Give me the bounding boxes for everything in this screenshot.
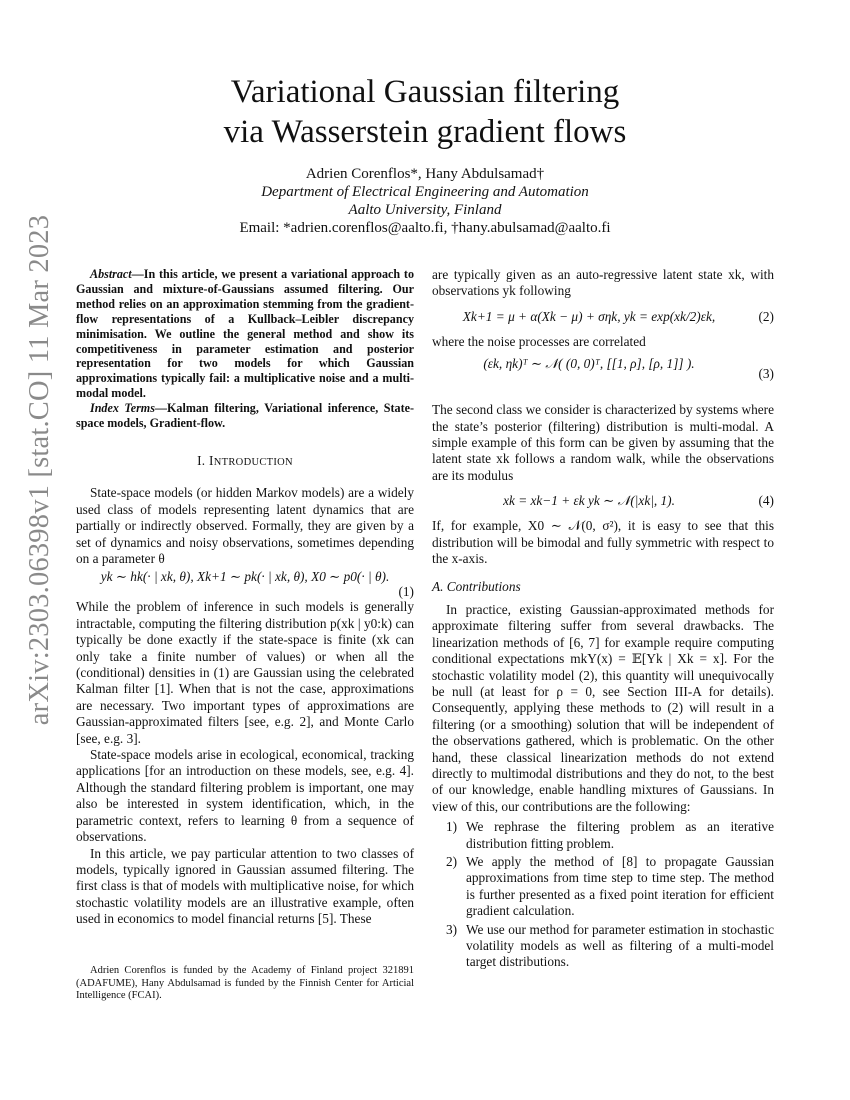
author-department: Department of Electrical Engineering and Automation — [261, 184, 589, 200]
title-line-2: via Wasserstein gradient flows — [223, 114, 627, 150]
title-line-1: Variational Gaussian filtering — [230, 74, 620, 110]
list-item-number: 1) — [446, 819, 458, 835]
author-names: Adrien Corenflos*, Hany Abdulsamad† — [305, 166, 545, 182]
contributions-list — [432, 819, 774, 971]
equation-2 — [432, 300, 774, 334]
section-title-rest: NTRODUCTION — [213, 456, 293, 468]
list-item — [432, 819, 774, 852]
paragraph-intro-3: State-space models arise in ecological, economical, tracking applications [for an introduction on these models, see, e.g. 4]. Although the standard filtering problem is important, one may also be interested in system identification, which, in the parametric context, refers to learning θ from a sequence of observations. — [76, 747, 414, 845]
author-email: Email: *adrien.corenflos@aalto.fi, †hany.abulsamad@aalto.fi — [239, 220, 611, 236]
footnote-text: Adrien Corenflos is funded by the Academy of Finland project 321891 (ADAFUME), Hany Abdulsamad is funded by the Finnish Center for Articial Intelligence (FCAI). — [76, 965, 414, 1002]
equation-1 — [76, 567, 414, 599]
arxiv-stamp-text: arXiv:2303.06398v1 [stat.CO] 11 Mar 2023 — [24, 214, 55, 726]
equation-4 — [432, 484, 774, 518]
list-item-text: We rephrase the filtering problem as an iterative distribution fitting problem. — [466, 819, 774, 851]
index-terms-label: Index Terms — [90, 401, 155, 416]
arxiv-stamp — [20, 214, 60, 726]
paper-title — [0, 72, 850, 152]
list-item-text: We apply the method of [8] to propagate Gaussian approximations from time step to time step. The method is further presented as a fixed point iteration for efficient gradient calculation. — [466, 853, 774, 919]
list-item — [432, 922, 774, 971]
equation-3 — [432, 350, 774, 402]
equation-4-number: (4) — [758, 493, 774, 509]
author-university: Aalto University, Finland — [348, 202, 502, 218]
equation-2-number: (2) — [758, 308, 774, 324]
abstract — [76, 267, 414, 401]
equation-1-math: yk ∼ hk(· | xk, θ), Xk+1 ∼ pk(· | xk, θ), X0 ∼ p0(· | θ). — [100, 569, 390, 585]
equation-4-math: xk = xk−1 + εk yk ∼ 𝒩(|xk|, 1). — [503, 493, 675, 509]
left-column — [76, 267, 414, 928]
section-title-first: I — [209, 452, 214, 468]
footnote — [76, 965, 414, 1003]
equation-3-math: (εk, ηk)ᵀ ∼ 𝒩( (0, 0)ᵀ, [[1, ρ], [ρ, 1]] ). — [483, 356, 695, 372]
paragraph-intro-2: While the problem of inference in such models is generally intractable, computing the filtering distribution p(xk | y0:k) can typically be done exactly if the state-space is finite (xk can only take a finite number of values) or when all the (conditional) densities in (1) are Gaussian using the celebrated Kalman filter [1]. When that is not the case, approximations are necessary. Two important types of approximations are Gaussian-approximated filters [see, e.g. 2], and Monte Carlo [see, e.g. 3]. — [76, 599, 414, 746]
abstract-text: —In this article, we present a variational approach to Gaussian and mixture-of-Gaussians assumed filtering. Our method relies on an approximation stemming from the gradient-flow representations of a Kullback–Leibler discrepancy minimisation. We outline the general method and show its competitiveness in parameter estimation and posterior representation for two models for which Gaussian approximations typically fail: a multiplicative noise and a multi-modal model. — [76, 267, 414, 401]
index-terms-text: —Kalman filtering, Variational inference, State-space models, Gradient-flow. — [76, 401, 414, 431]
section-numeral: I. — [197, 452, 210, 468]
index-terms — [76, 401, 414, 431]
list-item-number: 2) — [446, 853, 458, 869]
equation-1-number: (1) — [398, 584, 414, 600]
abstract-label: Abstract — [90, 267, 132, 281]
paragraph-right-3: The second class we consider is characterized by systems where the state’s posterior (filtering) distribution is multi-modal. A simple example of this form can be given by assuming that the latent state xk follows a random walk, while the observations are its modulus — [432, 402, 774, 483]
author-block — [0, 165, 850, 237]
subsection-heading-contributions: A. Contributions — [432, 579, 521, 595]
paragraph-intro-1: State-space models (or hidden Markov models) are a widely used class of models representing latent dynamics that are partially or indirectly observed. Formally, they are given by a set of dynamics and noisy observations, sometimes depending on a parameter θ — [76, 485, 414, 566]
paragraph-right-2: where the noise processes are correlated — [432, 333, 646, 349]
equation-3-number: (3) — [758, 366, 774, 382]
paragraph-contributions: In practice, existing Gaussian-approximated methods for approximate filtering suffer from several drawbacks. The linearization methods of [6, 7] for example require computing conditional expectations mkY(x) = 𝔼[Yk | Xk = x]. For the stochastic volatility model (2), this quantity will unequivocally be null (at least for ρ = 0, see Section III-A for details). Consequently, applying these methods to (2) will result in a filtering (or a smoothing) solution that will be independent of the observations gathered, which is problematic. On the other hand, these classical linearization methods do not extend directly to multimodal distributions and they do not, to the best of our knowledge, enable handling mixtures of Gaussians. In view of this, our contributions are the following: — [432, 601, 774, 814]
paragraph-right-4: If, for example, X0 ∼ 𝒩(0, σ²), it is easy to see that this distribution will be bimodal and fully symmetric with respect to the x-axis. — [432, 518, 774, 567]
list-item — [432, 854, 774, 920]
paragraph-right-1: are typically given as an auto-regressive latent state xk, with observations yk following — [432, 267, 774, 299]
paragraph-intro-4: In this article, we pay particular attention to two classes of models, typically ignored in Gaussian assumed filtering. The first class is that of models with multiplicative noise, for which stochastic volatility models are an illustrative example, often used in economics to model financial returns [5]. These — [76, 845, 414, 927]
section-heading-introduction — [76, 453, 414, 471]
list-item-number: 3) — [446, 921, 458, 937]
equation-2-math: Xk+1 = μ + α(Xk − μ) + σηk, yk = exp(xk/2)εk, — [462, 308, 716, 324]
right-column — [432, 267, 774, 973]
list-item-text: We use our method for parameter estimation in stochastic volatility models as well as filtering of a multi-model target distributions. — [466, 921, 774, 970]
